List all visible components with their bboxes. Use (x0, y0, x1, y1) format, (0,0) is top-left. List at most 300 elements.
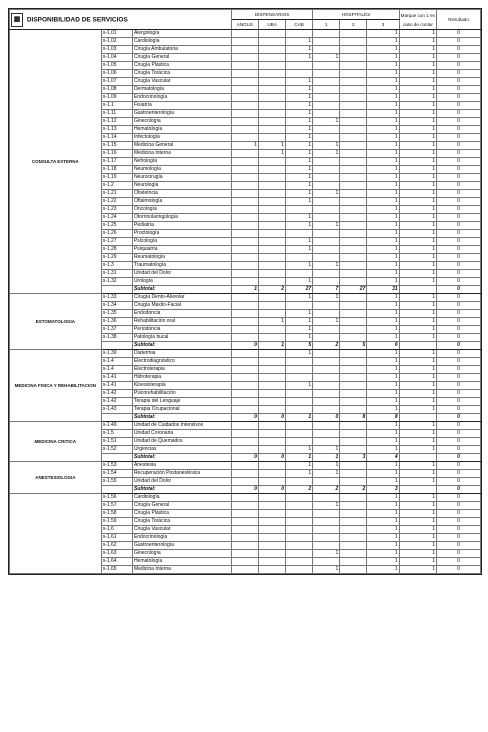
value-cell (313, 198, 340, 206)
service-name: Kinesioterapia (132, 382, 231, 390)
value-cell (231, 510, 258, 518)
subtotal-value: 0 (259, 454, 286, 462)
table-row (10, 422, 481, 430)
subtotal-value: 1 (286, 414, 313, 422)
subtotal-spacer (101, 486, 132, 494)
value-cell: 1 (367, 166, 399, 174)
value-cell (313, 94, 340, 102)
value-cell (231, 526, 258, 534)
service-name: Unidad de Quemados (132, 438, 231, 446)
service-code: s-1.14 (101, 134, 132, 142)
service-code: s-1.53 (101, 462, 132, 470)
value-cell (231, 110, 258, 118)
service-code: s-1.21 (101, 190, 132, 198)
service-code: s-1.29 (101, 254, 132, 262)
service-name: Urología (132, 278, 231, 286)
value-cell: 1 (286, 174, 313, 182)
value-cell: 1 (399, 302, 437, 310)
value-cell (286, 510, 313, 518)
result-cell: 0 (437, 326, 481, 334)
value-cell: 1 (399, 262, 437, 270)
value-cell (286, 430, 313, 438)
value-cell: 1 (367, 206, 399, 214)
value-cell (340, 518, 367, 526)
subtotal-value: 0 (259, 414, 286, 422)
value-cell: 1 (399, 30, 437, 38)
subtotal-label: Subtotal: (132, 486, 231, 494)
header-uba: UBA (259, 20, 286, 30)
service-name: Cirugía Torácica (132, 518, 231, 526)
result-cell: 0 (437, 278, 481, 286)
value-cell (286, 566, 313, 574)
value-cell (286, 526, 313, 534)
value-cell (313, 78, 340, 86)
value-cell: 1 (367, 110, 399, 118)
value-cell (259, 494, 286, 502)
value-cell (231, 534, 258, 542)
subtotal-value (399, 286, 437, 294)
result-cell: 0 (437, 206, 481, 214)
value-cell (340, 542, 367, 550)
value-cell (259, 558, 286, 566)
result-cell: 0 (437, 134, 481, 142)
value-cell (259, 262, 286, 270)
header-cab: CAB (286, 20, 313, 30)
value-cell (340, 510, 367, 518)
value-cell (286, 358, 313, 366)
value-cell: 1 (313, 150, 340, 158)
subtotal-value: 1 (313, 454, 340, 462)
value-cell: 1 (259, 142, 286, 150)
value-cell: 1 (367, 46, 399, 54)
value-cell (231, 102, 258, 110)
value-cell: 1 (367, 398, 399, 406)
result-cell: 0 (437, 174, 481, 182)
value-cell (231, 270, 258, 278)
service-name: Traumatología (132, 262, 231, 270)
service-code: s-1.26 (101, 230, 132, 238)
value-cell (313, 278, 340, 286)
value-cell: 1 (367, 246, 399, 254)
result-cell: 0 (437, 334, 481, 342)
value-cell (259, 334, 286, 342)
value-cell (340, 262, 367, 270)
service-name: Patología bucal (132, 334, 231, 342)
value-cell (313, 518, 340, 526)
value-cell (313, 254, 340, 262)
services-availability-sheet (8, 8, 482, 575)
value-cell (231, 134, 258, 142)
service-name: Electrodiagnóstico (132, 358, 231, 366)
header-h2: 2 (340, 20, 367, 30)
value-cell (231, 358, 258, 366)
value-cell: 1 (399, 38, 437, 46)
value-cell (286, 494, 313, 502)
value-cell (286, 366, 313, 374)
value-cell (259, 422, 286, 430)
result-cell: 0 (437, 78, 481, 86)
value-cell: 1 (286, 326, 313, 334)
service-code: s-1.56 (101, 494, 132, 502)
result-cell: 0 (437, 150, 481, 158)
result-cell: 0 (437, 238, 481, 246)
value-cell: 1 (313, 502, 340, 510)
service-name: Diatermia (132, 350, 231, 358)
value-cell: 1 (286, 222, 313, 230)
value-cell: 1 (399, 174, 437, 182)
value-cell: 1 (286, 110, 313, 118)
result-cell: 0 (437, 318, 481, 326)
service-name: Neumología (132, 166, 231, 174)
subtotal-value: 3 (340, 454, 367, 462)
service-name: Psiquiatría (132, 246, 231, 254)
value-cell (340, 270, 367, 278)
value-cell (259, 118, 286, 126)
value-cell (259, 174, 286, 182)
result-cell: 0 (437, 358, 481, 366)
value-cell (313, 558, 340, 566)
value-cell: 1 (367, 222, 399, 230)
service-code: s-1.6 (101, 526, 132, 534)
value-cell: 1 (367, 270, 399, 278)
value-cell (231, 206, 258, 214)
value-cell (231, 214, 258, 222)
service-name: Cirugía General (132, 502, 231, 510)
value-cell: 1 (399, 478, 437, 486)
value-cell (313, 46, 340, 54)
value-cell (340, 350, 367, 358)
value-cell (340, 206, 367, 214)
value-cell (313, 542, 340, 550)
service-name: Psicorehabilitación (132, 390, 231, 398)
value-cell (231, 406, 258, 414)
value-cell (313, 270, 340, 278)
value-cell: 1 (286, 294, 313, 302)
service-code: s-1.33 (101, 294, 132, 302)
value-cell (259, 446, 286, 454)
result-cell: 0 (437, 166, 481, 174)
value-cell (340, 214, 367, 222)
value-cell (340, 134, 367, 142)
service-code: s-1.41 (101, 382, 132, 390)
subtotal-value (399, 486, 437, 494)
value-cell (286, 70, 313, 78)
value-cell: 1 (367, 190, 399, 198)
value-cell (286, 374, 313, 382)
service-code: s-1.25 (101, 222, 132, 230)
subtotal-result: 0 (437, 414, 481, 422)
value-cell (231, 542, 258, 550)
value-cell (340, 470, 367, 478)
value-cell: 1 (313, 550, 340, 558)
value-cell (340, 78, 367, 86)
service-name: Unidad del Dolor (132, 270, 231, 278)
service-name: Cirugía Vascular (132, 78, 231, 86)
value-cell: 1 (399, 142, 437, 150)
service-code: s-1.12 (101, 118, 132, 126)
header-h1: 1 (313, 20, 340, 30)
result-cell: 0 (437, 126, 481, 134)
value-cell: 1 (399, 294, 437, 302)
value-cell (231, 230, 258, 238)
value-cell (231, 558, 258, 566)
value-cell: 1 (367, 350, 399, 358)
service-name: Ginecología (132, 118, 231, 126)
value-cell (231, 262, 258, 270)
value-cell (231, 78, 258, 86)
value-cell (259, 182, 286, 190)
value-cell: 1 (286, 94, 313, 102)
value-cell (231, 254, 258, 262)
value-cell: 1 (367, 126, 399, 134)
value-cell (340, 230, 367, 238)
value-cell: 1 (313, 190, 340, 198)
subtotal-label: Subtotal: (132, 286, 231, 294)
value-cell (313, 534, 340, 542)
value-cell (286, 230, 313, 238)
value-cell (286, 438, 313, 446)
value-cell (286, 502, 313, 510)
value-cell: 1 (367, 438, 399, 446)
service-name: Pediatría (132, 222, 231, 230)
value-cell (286, 422, 313, 430)
value-cell: 1 (367, 502, 399, 510)
value-cell: 1 (399, 390, 437, 398)
result-cell: 0 (437, 398, 481, 406)
value-cell: 1 (399, 318, 437, 326)
service-name: Anestesia (132, 462, 231, 470)
value-cell (231, 518, 258, 526)
value-cell (259, 54, 286, 62)
value-cell (259, 350, 286, 358)
value-cell: 1 (286, 262, 313, 270)
subtotal-value: 0 (231, 454, 258, 462)
subtotal-value: 2 (313, 486, 340, 494)
value-cell (259, 166, 286, 174)
service-name: Unidad del Dolor (132, 478, 231, 486)
service-name: Cardiología (132, 494, 231, 502)
value-cell (231, 470, 258, 478)
service-code: s-1.31 (101, 270, 132, 278)
header-hospitales: HOSPITALES (313, 10, 399, 20)
value-cell (340, 254, 367, 262)
service-code: s-1.51 (101, 438, 132, 446)
value-cell: 1 (367, 102, 399, 110)
value-cell: 1 (367, 446, 399, 454)
value-cell (259, 390, 286, 398)
value-cell (340, 318, 367, 326)
value-cell (313, 510, 340, 518)
subtotal-value: 0 (259, 486, 286, 494)
value-cell: 1 (399, 110, 437, 118)
value-cell: 1 (286, 118, 313, 126)
value-cell (313, 422, 340, 430)
value-cell: 1 (286, 54, 313, 62)
service-name: Ginecología (132, 550, 231, 558)
result-cell: 0 (437, 142, 481, 150)
subtotal-value: 6 (367, 342, 399, 350)
service-code: s-1.18 (101, 166, 132, 174)
value-cell (231, 382, 258, 390)
service-code: s-1.37 (101, 326, 132, 334)
value-cell (259, 398, 286, 406)
value-cell (259, 230, 286, 238)
result-cell: 0 (437, 230, 481, 238)
subtotal-value: 31 (367, 286, 399, 294)
value-cell: 1 (286, 310, 313, 318)
value-cell (259, 126, 286, 134)
value-cell (231, 166, 258, 174)
service-code: s-1.42 (101, 390, 132, 398)
value-cell (259, 270, 286, 278)
value-cell (313, 134, 340, 142)
value-cell (231, 198, 258, 206)
value-cell (313, 494, 340, 502)
value-cell: 1 (399, 62, 437, 70)
service-code: s-1.2 (101, 182, 132, 190)
value-cell: 1 (286, 150, 313, 158)
value-cell (259, 222, 286, 230)
value-cell: 1 (367, 430, 399, 438)
value-cell: 1 (399, 518, 437, 526)
service-code: s-1.23 (101, 206, 132, 214)
service-name: Unidad de Cuidados Intensivos (132, 422, 231, 430)
value-cell (259, 294, 286, 302)
result-cell: 0 (437, 534, 481, 542)
result-cell: 0 (437, 550, 481, 558)
value-cell: 1 (286, 102, 313, 110)
service-code: s-1.59 (101, 518, 132, 526)
result-cell: 0 (437, 182, 481, 190)
value-cell: 1 (399, 230, 437, 238)
value-cell: 1 (367, 54, 399, 62)
service-code: s-1.63 (101, 550, 132, 558)
service-code: s-1.38 (101, 334, 132, 342)
value-cell (340, 126, 367, 134)
value-cell: 1 (286, 190, 313, 198)
result-cell: 0 (437, 262, 481, 270)
value-cell (286, 542, 313, 550)
value-cell: 1 (367, 366, 399, 374)
value-cell (259, 510, 286, 518)
value-cell (259, 254, 286, 262)
service-name: Terapia Ocupacional (132, 406, 231, 414)
result-cell: 0 (437, 46, 481, 54)
value-cell: 1 (286, 334, 313, 342)
value-cell (313, 166, 340, 174)
value-cell: 1 (367, 150, 399, 158)
value-cell (340, 142, 367, 150)
value-cell (286, 558, 313, 566)
service-code: s-1.62 (101, 542, 132, 550)
value-cell: 1 (286, 446, 313, 454)
service-code: s-1.58 (101, 510, 132, 518)
value-cell (340, 102, 367, 110)
value-cell: 1 (367, 334, 399, 342)
subtotal-value: 27 (286, 286, 313, 294)
value-cell (259, 470, 286, 478)
value-cell (231, 494, 258, 502)
value-cell (259, 62, 286, 70)
service-code: s-1.13 (101, 126, 132, 134)
value-cell: 1 (286, 38, 313, 46)
value-cell (340, 46, 367, 54)
value-cell (286, 478, 313, 486)
service-code: s-1.4 (101, 366, 132, 374)
value-cell: 1 (286, 350, 313, 358)
value-cell (313, 238, 340, 246)
value-cell (259, 326, 286, 334)
service-code: s-1.41 (101, 374, 132, 382)
value-cell (259, 86, 286, 94)
result-cell: 0 (437, 430, 481, 438)
result-cell: 0 (437, 270, 481, 278)
service-name: Hematología (132, 126, 231, 134)
value-cell (313, 326, 340, 334)
value-cell: 1 (399, 446, 437, 454)
value-cell: 1 (313, 294, 340, 302)
value-cell: 1 (313, 462, 340, 470)
service-code: s-1.27 (101, 238, 132, 246)
value-cell (259, 550, 286, 558)
result-cell: 0 (437, 542, 481, 550)
value-cell: 1 (399, 326, 437, 334)
result-cell: 0 (437, 438, 481, 446)
subtotal-value: 3 (367, 486, 399, 494)
service-name: Neurocirugía (132, 174, 231, 182)
value-cell (259, 158, 286, 166)
value-cell (313, 390, 340, 398)
value-cell: 1 (286, 198, 313, 206)
service-name: Psicología (132, 238, 231, 246)
result-cell: 0 (437, 118, 481, 126)
value-cell: 1 (399, 502, 437, 510)
subtotal-value: 7 (313, 286, 340, 294)
value-cell (231, 294, 258, 302)
value-cell (286, 270, 313, 278)
value-cell (340, 158, 367, 166)
service-code: s-1.04 (101, 54, 132, 62)
value-cell (313, 334, 340, 342)
subtotal-value (399, 454, 437, 462)
value-cell: 1 (367, 262, 399, 270)
service-code: s-1.03 (101, 46, 132, 54)
header-dispensarios: DISPENSARIOS (231, 10, 312, 20)
logo-icon: ▦ (11, 13, 23, 27)
subtotal-value: 8 (340, 414, 367, 422)
value-cell: 1 (286, 470, 313, 478)
result-cell: 0 (437, 406, 481, 414)
value-cell: 1 (399, 542, 437, 550)
service-name: Periodoncia (132, 326, 231, 334)
value-cell (259, 70, 286, 78)
value-cell: 1 (313, 118, 340, 126)
value-cell (340, 110, 367, 118)
value-cell (340, 390, 367, 398)
result-cell: 0 (437, 38, 481, 46)
subtotal-value: 2 (286, 486, 313, 494)
value-cell (231, 190, 258, 198)
value-cell: 1 (367, 30, 399, 38)
service-name: Neurología (132, 182, 231, 190)
value-cell: 1 (367, 558, 399, 566)
value-cell (313, 382, 340, 390)
service-name: Gastroenterología (132, 110, 231, 118)
value-cell: 1 (367, 390, 399, 398)
service-name: Terapia del Lenguaje (132, 398, 231, 406)
value-cell (313, 30, 340, 38)
result-cell: 0 (437, 94, 481, 102)
